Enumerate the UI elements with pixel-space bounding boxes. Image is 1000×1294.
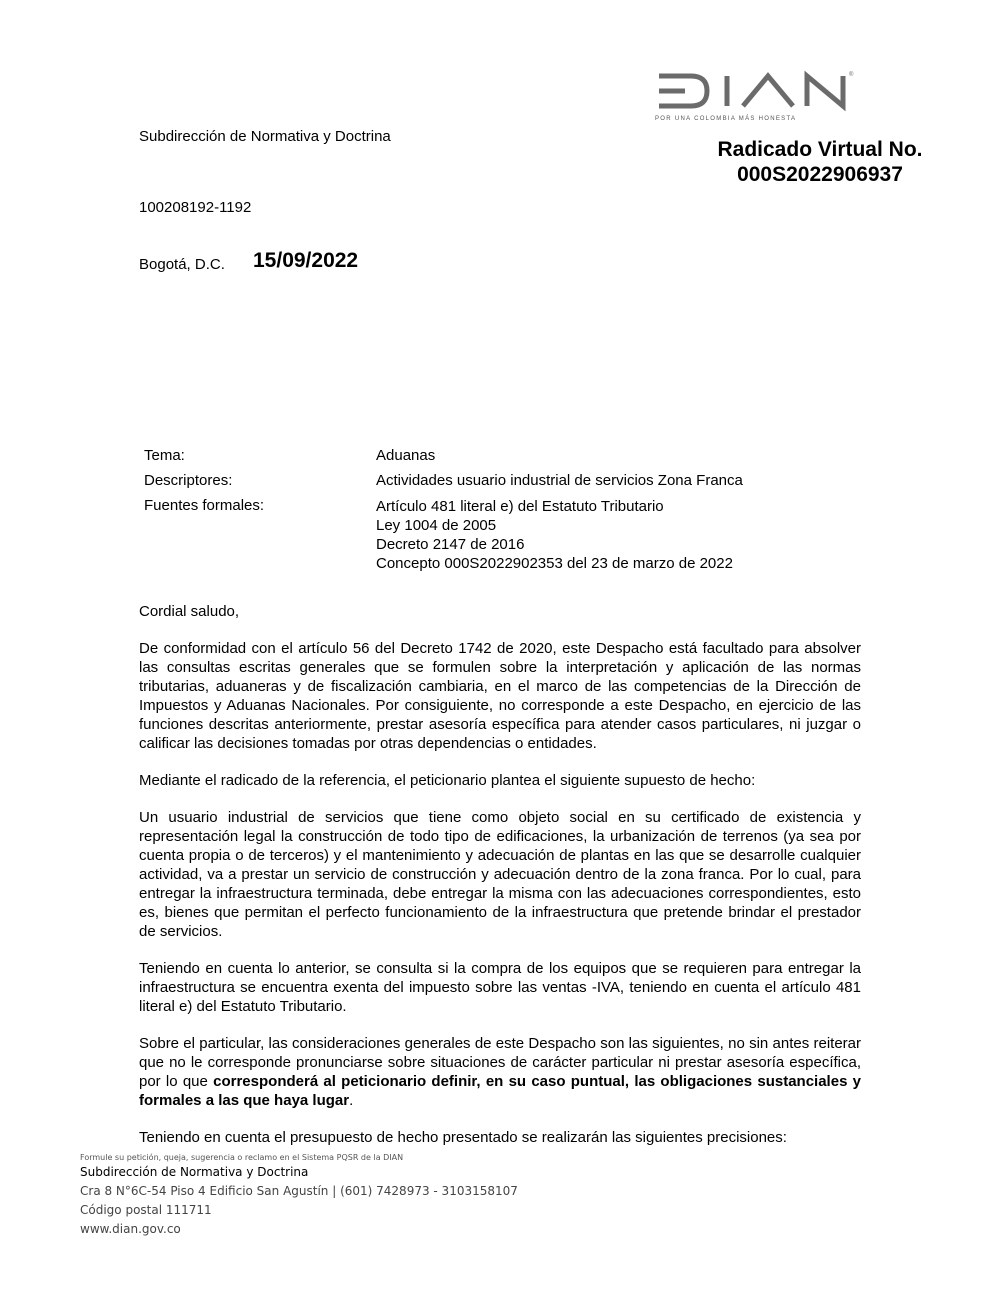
dian-logo-mark: [655, 70, 855, 112]
logo-tagline: POR UNA COLOMBIA MÁS HONESTA: [655, 116, 797, 122]
tema-row: [144, 447, 743, 464]
fuentes-row: [144, 497, 743, 573]
svg-text:®: ®: [849, 72, 854, 78]
tema-value: Aduanas: [376, 447, 436, 464]
paragraph-consulta: Teniendo en cuenta lo anterior, se consulta si la compra de los equipos que se requieren para entregar la infraestructura se encuentra exenta del impuesto sobre las ventas -IVA, teniendo en cuenta el artículo 481 literal e) del Estatuto Tributario.: [139, 960, 861, 1015]
tema-label: Tema:: [144, 447, 185, 464]
consideraciones-text: Sobre el particular, las consideraciones generales de este Despacho son las siguientes, no sin antes reiterar que no le corresponde pronunciarse sobre situaciones de carácter particular ni prestar asesoría específica, por lo que: [139, 1035, 861, 1090]
radicado-number: [700, 137, 940, 187]
footer-web-link[interactable]: www.dian.gov.co: [80, 1222, 181, 1236]
paragraph-supuesto: Un usuario industrial de servicios que tiene como objeto social en su certificado de existencia y representación legal la construcción de todo tipo de edificaciones, la urbanización de terrenos (ya sea por cuenta propia o de terceros) y el mantenimiento y adecuación de plantas en las que se desarrolle cualquier actividad, va a prestar un servicio de construcción y adecuación dentro de la zona franca. Por lo cual, para entregar la infraestructura terminada, debe entregar la misma con las adecuaciones correspondientes, esto es, bienes que permitan el perfecto funcionamiento de la infraestructura que pretende brindar el prestador de servicios.: [139, 809, 861, 940]
fuente-item: Ley 1004 de 2005: [376, 517, 497, 534]
fuentes-list: [376, 497, 733, 573]
radicado-label: Radicado Virtual No.: [717, 138, 923, 161]
consideraciones-bold: corresponderá al peticionario definir, en su caso puntual, las obligaciones sustanciales y formales a las que haya lugar: [139, 1073, 861, 1109]
paragraph-radicado: Mediante el radicado de la referencia, el peticionario plantea el siguiente supuesto de hecho:: [139, 772, 756, 789]
fuente-item: Decreto 2147 de 2016: [376, 536, 525, 553]
descriptores-row: [144, 472, 743, 489]
paragraph-consideraciones: [139, 1034, 861, 1110]
consideraciones-end: .: [349, 1092, 354, 1109]
fuente-item: Artículo 481 literal e) del Estatuto Tributario: [376, 498, 664, 515]
paragraph-competencia: De conformidad con el artículo 56 del Decreto 1742 de 2020, este Despacho está facultado para absolver las consultas escritas generales que se formulen sobre la interpretación y aplicación de las normas tributarias, aduaneras y de fiscalización cambiaria, en el marco de las competencias de la Dirección de Impuestos y Aduanas Nacionales. Por consiguiente, no corresponde a este Despacho, en ejercicio de las funciones descritas anteriormente, prestar asesoría específica para atender casos particulares, ni juzgar o calificar las decisiones tomadas por otras dependencias o entidades.: [139, 640, 861, 752]
document-metadata: [144, 447, 743, 581]
reference-number: 100208192-1192: [139, 199, 252, 216]
footer-address: Cra 8 N°6C-54 Piso 4 Edificio San Agustín | (601) 7428973 - 3103158107: [80, 1184, 518, 1198]
city: Bogotá, D.C.: [139, 256, 225, 273]
document-date: 15/09/2022: [253, 249, 359, 272]
paragraph-precisiones: Teniendo en cuenta el presupuesto de hecho presentado se realizarán las siguientes precisiones:: [139, 1129, 787, 1146]
footer-org: Subdirección de Normativa y Doctrina: [80, 1165, 309, 1179]
page-footer: [80, 1153, 518, 1239]
footer-postal: Código postal 111711: [80, 1203, 212, 1217]
subdireccion-heading: Subdirección de Normativa y Doctrina: [139, 128, 391, 145]
descriptores-label: Descriptores:: [144, 472, 233, 489]
dian-logo: [655, 70, 855, 128]
greeting: Cordial saludo,: [139, 603, 240, 620]
radicado-value: 000S2022906937: [737, 163, 903, 186]
footer-note: Formule su petición, queja, sugerencia o reclamo en el Sistema PQSR de la DIAN: [80, 1153, 404, 1162]
fuente-item: Concepto 000S2022902353 del 23 de marzo de 2022: [376, 555, 733, 572]
letter-body: [139, 602, 861, 1165]
fuentes-label: Fuentes formales:: [144, 497, 265, 514]
descriptores-value: Actividades usuario industrial de servicios Zona Franca: [376, 472, 743, 489]
